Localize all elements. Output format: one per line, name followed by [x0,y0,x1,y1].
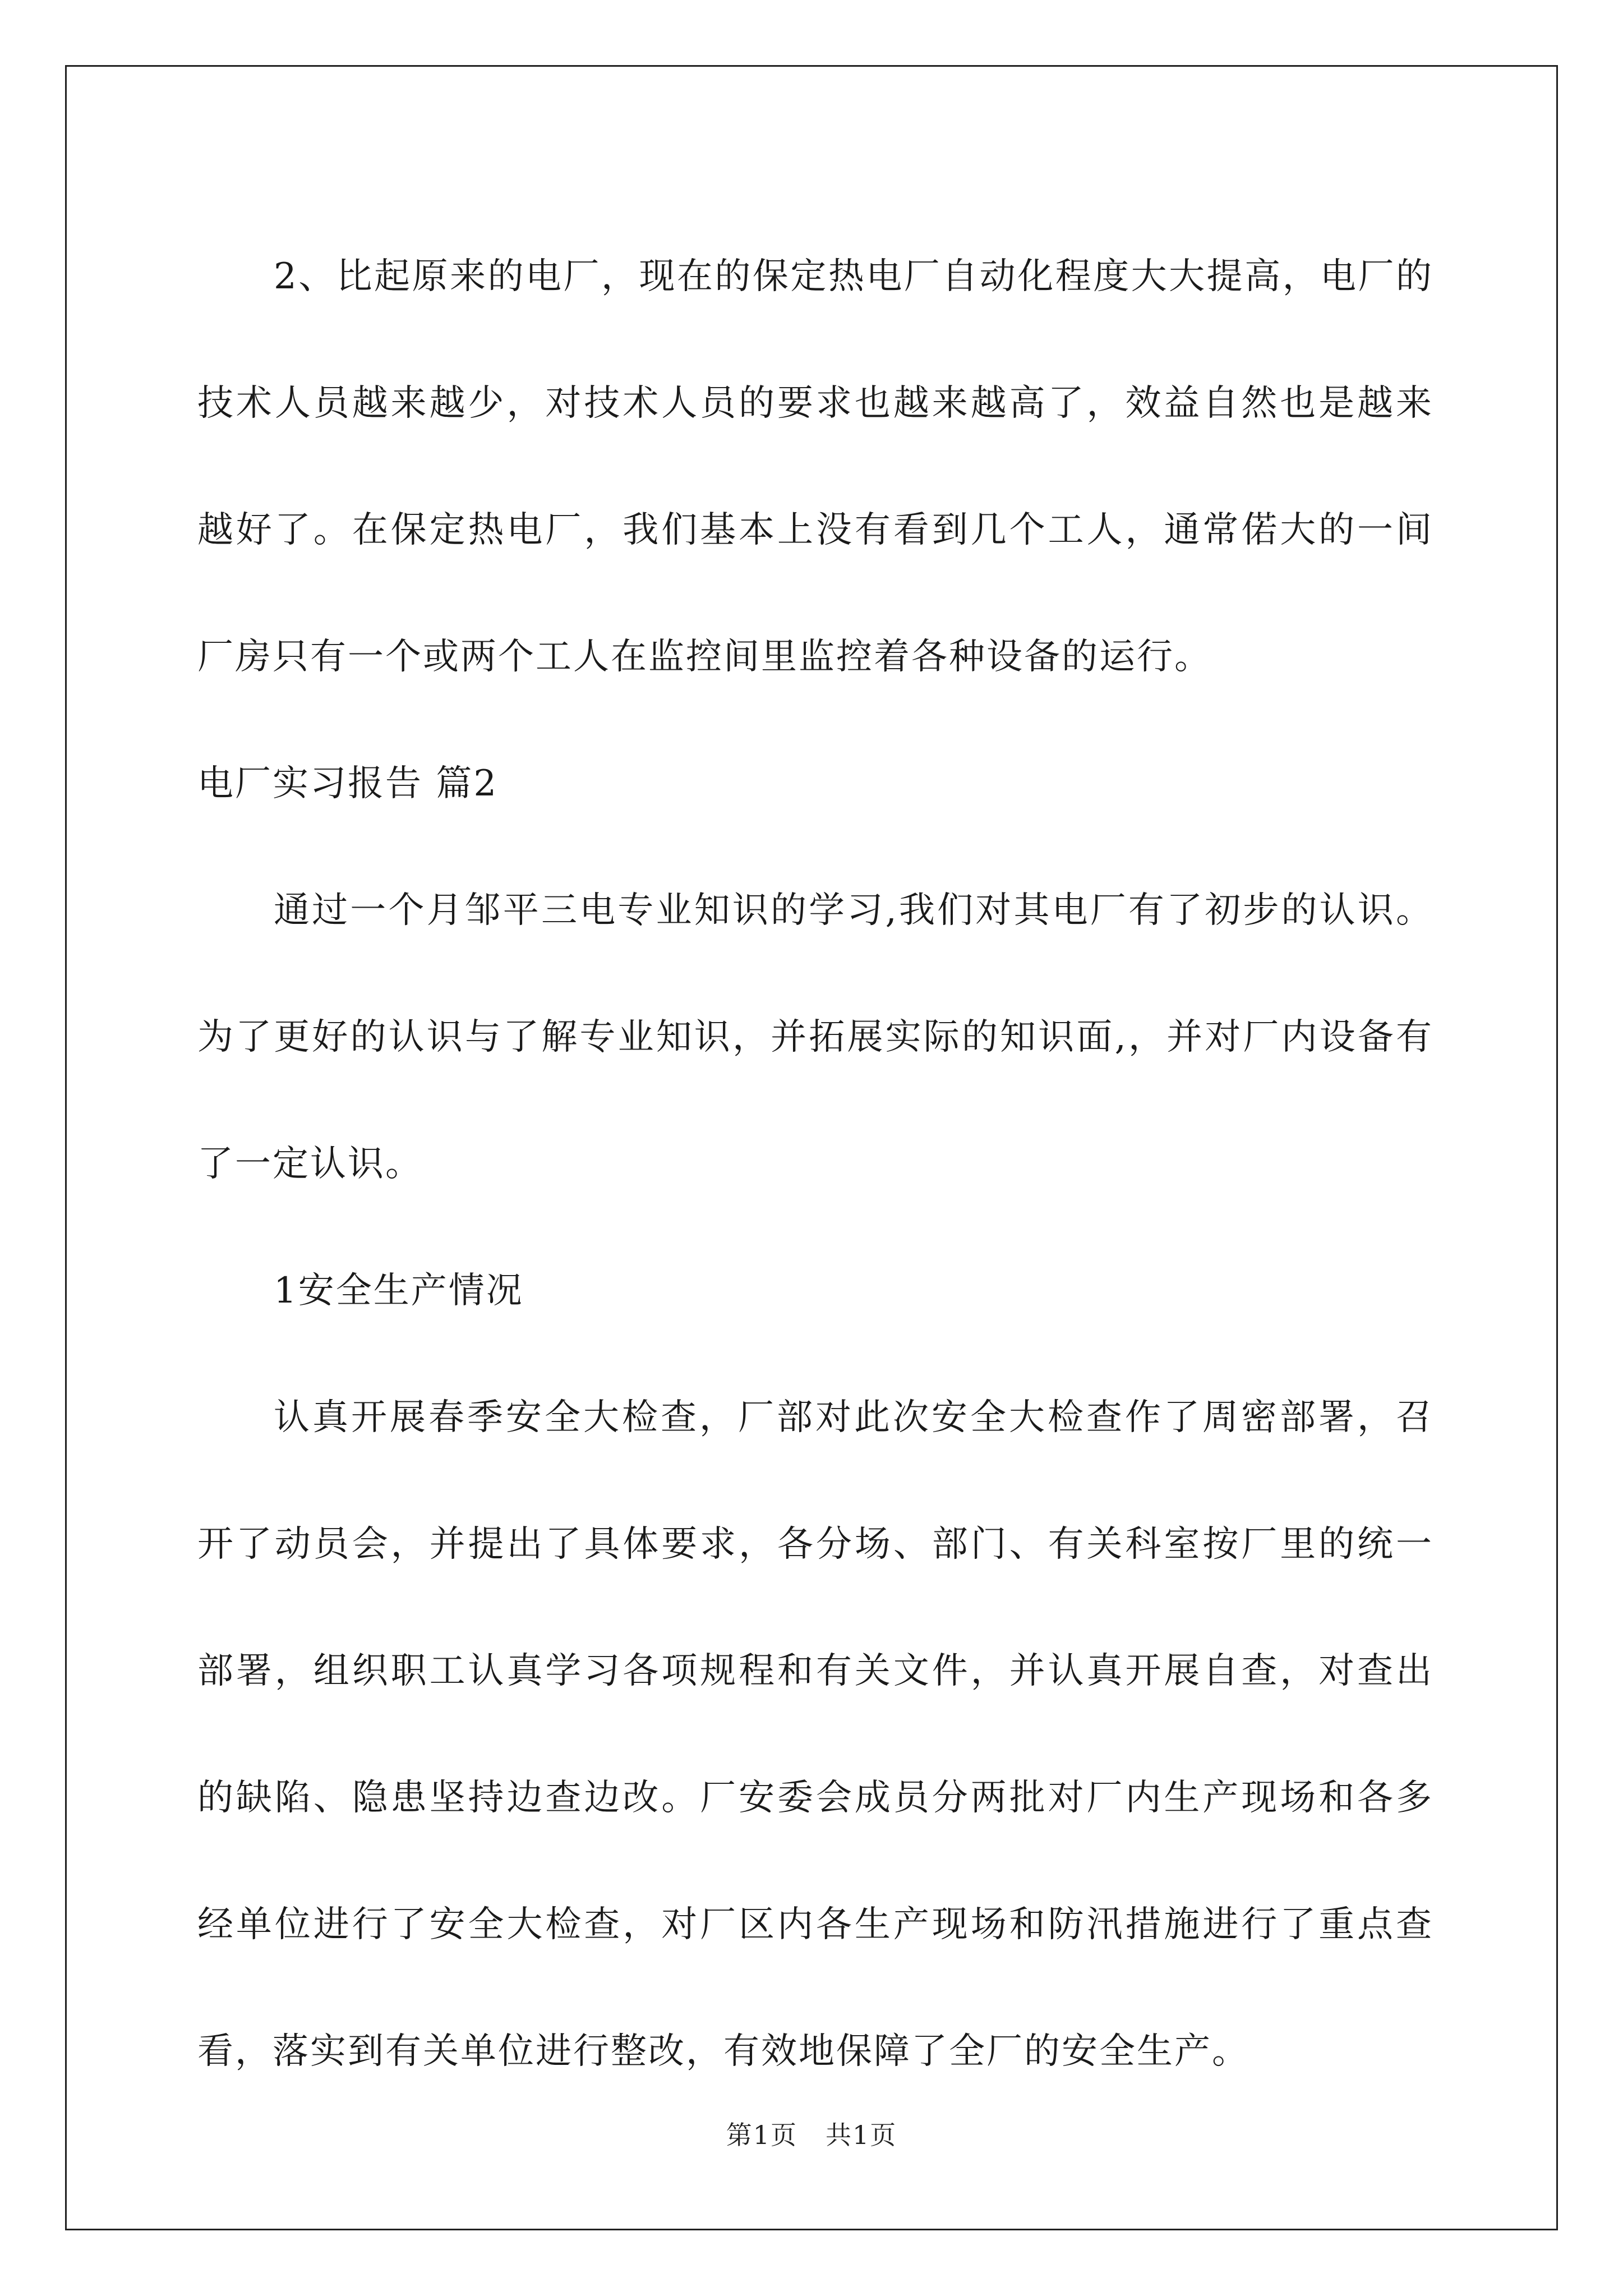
page-number-total: 共1页 [826,2120,897,2150]
subsection-heading: 1安全生产情况 [274,1270,524,1312]
page-number-current: 第1页 [726,2120,797,2150]
page-footer [0,2115,1623,2152]
section-heading: 电厂实习报告 篇2 [197,763,499,804]
paragraph: 通过一个月邹平三电专业知识的学习,我们对其电厂有了初步的认识。为了更好的认识与了解专业知识，并拓展实际的知识面,，并对厂内设备有了一定认识。 [197,890,1433,1185]
document-body [197,213,1433,2115]
paragraph: 认真开展春季安全大检查，厂部对此次安全大检查作了周密部署，召开了动员会，并提出了具体要求，各分场、部门、有关科室按厂里的统一部署，组织职工认真学习各项规程和有关文件，并认真开展自查，对查出的缺陷、隐患坚持边查边改。厂安委会成员分两批对厂内生产现场和各多经单位进行了安全大检查，对厂区内各生产现场和防汛措施进行了重点查看，落实到有关单位进行整改，有效地保障了全厂的安全生产。 [197,1397,1433,2072]
paragraph: 2、比起原来的电厂，现在的保定热电厂自动化程度大大提高，电厂的技术人员越来越少，对技术人员的要求也越来越高了，效益自然也是越来越好了。在保定热电厂，我们基本上没有看到几个工人，通常偌大的一间厂房只有一个或两个工人在监控间里监控着各种设备的运行。 [197,256,1433,678]
